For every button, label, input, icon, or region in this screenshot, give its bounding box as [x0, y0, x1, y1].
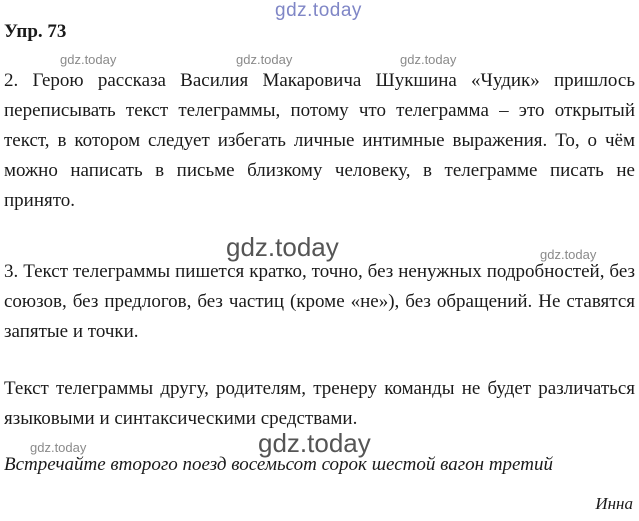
- watermark-small: gdz.today: [236, 52, 293, 67]
- watermark-large: gdz.today: [226, 232, 339, 262]
- watermark-small: gdz.today: [30, 440, 87, 455]
- watermark-top: gdz.today: [275, 0, 362, 21]
- telegram-text: Встречайте второго поезд восемьсот сорок шестой вагон третий: [4, 454, 553, 475]
- signature: Инна: [595, 494, 633, 513]
- paragraph-conclusion: Текст телеграммы другу, родителям, тренеру команды не будет различаться языковыми и синтаксическими средствами.: [4, 378, 635, 429]
- paragraph-answer-3: 3. Текст телеграммы пишется кратко, точно, без ненужных подробностей, без союзов, без предлогов, без частиц (кроме «не»), без обращений. Не ставятся запятые и точки.: [4, 261, 635, 342]
- paragraph-answer-2: 2. Герою рассказа Василия Макаровича Шукшина «Чудик» пришлось переписывать текст телеграммы, потому что телеграмма – это открытый текст, в котором следует избегать личные интимные выражения. То, о чём можно написать в письме близкому человеку, в телеграмме писать не принято.: [4, 70, 635, 211]
- watermark-small: gdz.today: [540, 247, 597, 262]
- exercise-title: Упр. 73: [4, 21, 67, 42]
- watermark-large: gdz.today: [258, 428, 371, 458]
- watermark-small: gdz.today: [400, 52, 457, 67]
- watermark-small: gdz.today: [60, 52, 117, 67]
